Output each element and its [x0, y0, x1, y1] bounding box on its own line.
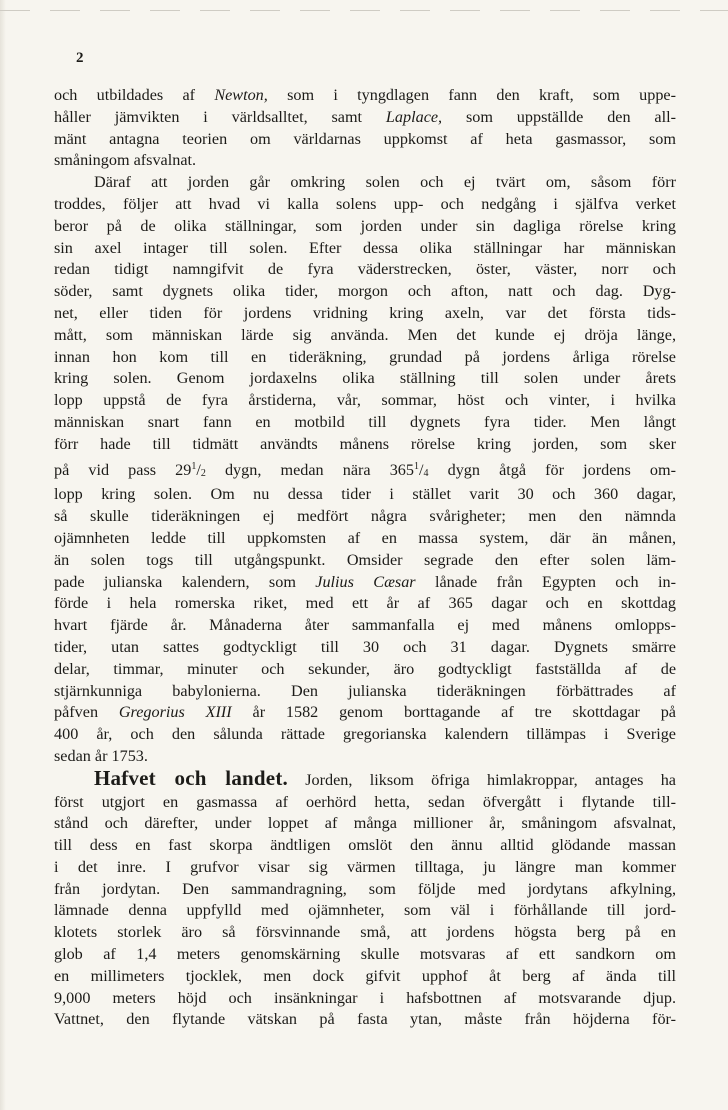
top-scan-rule [0, 10, 728, 11]
text-run: lämnade denna uppfylld med ojämnheter, som väl i förhållande till jord- [54, 901, 676, 920]
text-line [54, 746, 676, 768]
text-line [54, 281, 676, 303]
text-line [54, 194, 676, 216]
text-run: lopp kring solen. Om nu dessa tider i stället varit 30 och 360 dagar, [54, 485, 676, 504]
text-run: / [196, 460, 201, 479]
text-run: sin axel intager till solen. Efter dessa olika ställningar har människan [54, 238, 676, 257]
text-run: troddes, följer att hvad vi kalla solens upp- och nedgång i själfva verket [54, 194, 676, 213]
text-line [54, 238, 676, 260]
text-run: beror på de olika ställningar, som jorden under sin dagliga rörelse kring [54, 216, 676, 235]
italic-name: Newton, [214, 86, 268, 104]
text-line [54, 347, 676, 369]
text-run: mänt antagna teorien om världarnas uppkomst af heta gasmassor, som [54, 129, 676, 148]
text-run: som i tyngdlagen fann den kraft, som uppe- [267, 86, 676, 104]
text-line [54, 484, 676, 506]
text-line [54, 506, 676, 528]
text-line [54, 835, 676, 857]
text-line [54, 593, 676, 615]
text-run: stjärnkunniga babylonierna. Den julianska tideräkningen förbättrades af [54, 681, 676, 700]
text-line [54, 85, 676, 107]
text-line [54, 922, 676, 944]
text-run: Däraf att jorden går omkring solen och ej tvärt om, såsom förr [94, 173, 676, 192]
text-run: förr hade till tidmätt användts månens rörelse kring jorden, som sker [54, 434, 676, 453]
text-line [54, 966, 676, 988]
text-run: redan tidigt namngifvit de fyra väderstrecken, öster, väster, norr och [54, 260, 676, 279]
text-run: dygn åtgå för jordens om- [428, 460, 676, 479]
text-run: håller jämvikten i världsalltet, samt [54, 107, 386, 126]
text-run: pade julianska kalendern, som [54, 572, 316, 591]
text-run: 1 [414, 460, 419, 472]
text-line [54, 659, 676, 681]
text-run: som uppställde den all- [442, 107, 676, 126]
text-run: på vid pass 29 [54, 460, 192, 479]
text-run: glob af 1,4 meters genomskärning skulle motsvaras af ett sandkorn om [54, 945, 676, 964]
text-line [54, 1009, 676, 1031]
text-run: först utgjort en gasmassa af oerhörd hetta, sedan öfvergått i flytande till- [54, 792, 676, 811]
text-line [54, 988, 676, 1010]
text-run: net, eller tiden för jordens vridning kring axeln, var det första tids- [54, 303, 676, 322]
text-run: dygn, medan nära 365 [205, 460, 414, 479]
text-line [54, 303, 676, 325]
text-run: förde i hela romerska riket, med ett år af 365 dagar och en skottdag [54, 594, 676, 613]
text-run: en millimeters tjocklek, men dock gifvit upphof åt berg af ända till [54, 966, 676, 985]
text-line [54, 615, 676, 637]
text-run: 2 [200, 467, 206, 479]
text-line [54, 216, 676, 238]
text-line [54, 724, 676, 746]
italic-name: Gregorius XIII [118, 703, 232, 722]
text-run: 1 [191, 460, 197, 472]
section-heading: Hafvet och landet. [94, 767, 288, 790]
text-line [54, 857, 676, 879]
text-line [54, 813, 676, 835]
text-line [54, 172, 676, 194]
text-run: kring solen. Genom jordaxelns olika ställning till solen under årets [54, 369, 676, 388]
text-line [54, 368, 676, 390]
text-line [54, 702, 676, 724]
text-run: tider, utan sattes godtyckligt till 30 och 31 dagar. Dygnets smärre [54, 637, 676, 656]
text-run: delar, timmar, minuter och sekunder, äro godtyckligt fastställda af de [54, 659, 676, 678]
text-run: i det inre. I grufvor visar sig värmen tilltaga, ju längre man kommer [54, 857, 676, 876]
text-run: 9,000 meters höjd och insänkningar i hafsbottnen af motsvarande djup. [54, 988, 676, 1007]
text-line [54, 528, 676, 550]
text-line [54, 572, 676, 594]
text-line [54, 259, 676, 281]
text-line [54, 150, 676, 172]
text-line [54, 944, 676, 966]
text-run: människan snart fann en motbild till dygnets fyra tider. Men långt [54, 412, 676, 431]
text-line [54, 325, 676, 347]
text-run: ojämnheten ledde till uppkomsten af en massa system, där än månen, [54, 528, 676, 547]
text-line [54, 456, 676, 485]
text-run: småningom afsvalnat. [54, 151, 197, 170]
text-line [54, 434, 676, 456]
text-run: 400 år, och den sålunda rättade gregorianska kalendern tillämpas i Sverige [54, 725, 676, 744]
text-run: påfven [54, 703, 119, 722]
text-run: från jordytan. Den sammandragning, som följde med jordytans afkylning, [54, 879, 676, 898]
text-run: till dess en fast skorpa ändtligen omslöt den ännu alltid glödande massan [54, 836, 676, 855]
text-run: än solen togs till utgångspunkt. Omsider segrade den efter solen läm- [54, 550, 676, 569]
text-line [54, 129, 676, 151]
body-text [54, 85, 676, 1031]
text-run: / [419, 460, 424, 479]
text-line [54, 637, 676, 659]
text-line [54, 792, 676, 814]
text-run: klotets storlek äro så försvinnande små, att jordens högsta berg på en [54, 923, 676, 942]
text-line [54, 412, 676, 434]
text-line [54, 107, 676, 129]
text-run: mått, som människan lärde sig använda. Men det kunde ej dröja länge, [54, 325, 676, 344]
text-run: söder, samt dygnets olika tider, morgon och afton, natt och dag. Dyg- [54, 282, 676, 301]
text-run: och utbildades af [54, 86, 215, 104]
text-line [54, 900, 676, 922]
text-run: stånd och därefter, under loppet af många millioner år, småningom afsvalnat, [54, 814, 676, 833]
text-line [54, 768, 676, 792]
text-run: sedan år 1753. [54, 746, 148, 765]
text-line [54, 550, 676, 572]
text-line [54, 681, 676, 703]
text-run: Vattnet, den flytande vätskan på fasta ytan, måste från höjderna för- [54, 1010, 676, 1029]
page-edge-shadow [0, 0, 6, 1110]
text-run: hvart fjärde år. Månaderna åter sammanfalla ej med månens omlopps- [54, 616, 676, 635]
text-run: 4 [423, 467, 429, 479]
text-run: innan hon kom till en tideräkning, grundad på jordens årliga rörelse [54, 347, 676, 366]
text-run: så skulle tideräkningen ej medfört några svårigheter; men den nämnda [54, 507, 676, 526]
text-run: Jorden, liksom öfriga himlakroppar, antages ha [287, 770, 676, 789]
italic-name: Laplace, [385, 107, 443, 126]
page-number: 2 [76, 50, 84, 66]
italic-name: Julius Cæsar [315, 572, 416, 591]
text-run: lopp uppstå de fyra årstiderna, vår, sommar, höst och vinter, i hvilka [54, 391, 676, 410]
text-line [54, 390, 676, 412]
text-run: år 1582 genom borttagande af tre skottdagar på [231, 703, 676, 722]
text-line [54, 879, 676, 901]
text-run: lånade från Egypten och in- [415, 572, 676, 591]
